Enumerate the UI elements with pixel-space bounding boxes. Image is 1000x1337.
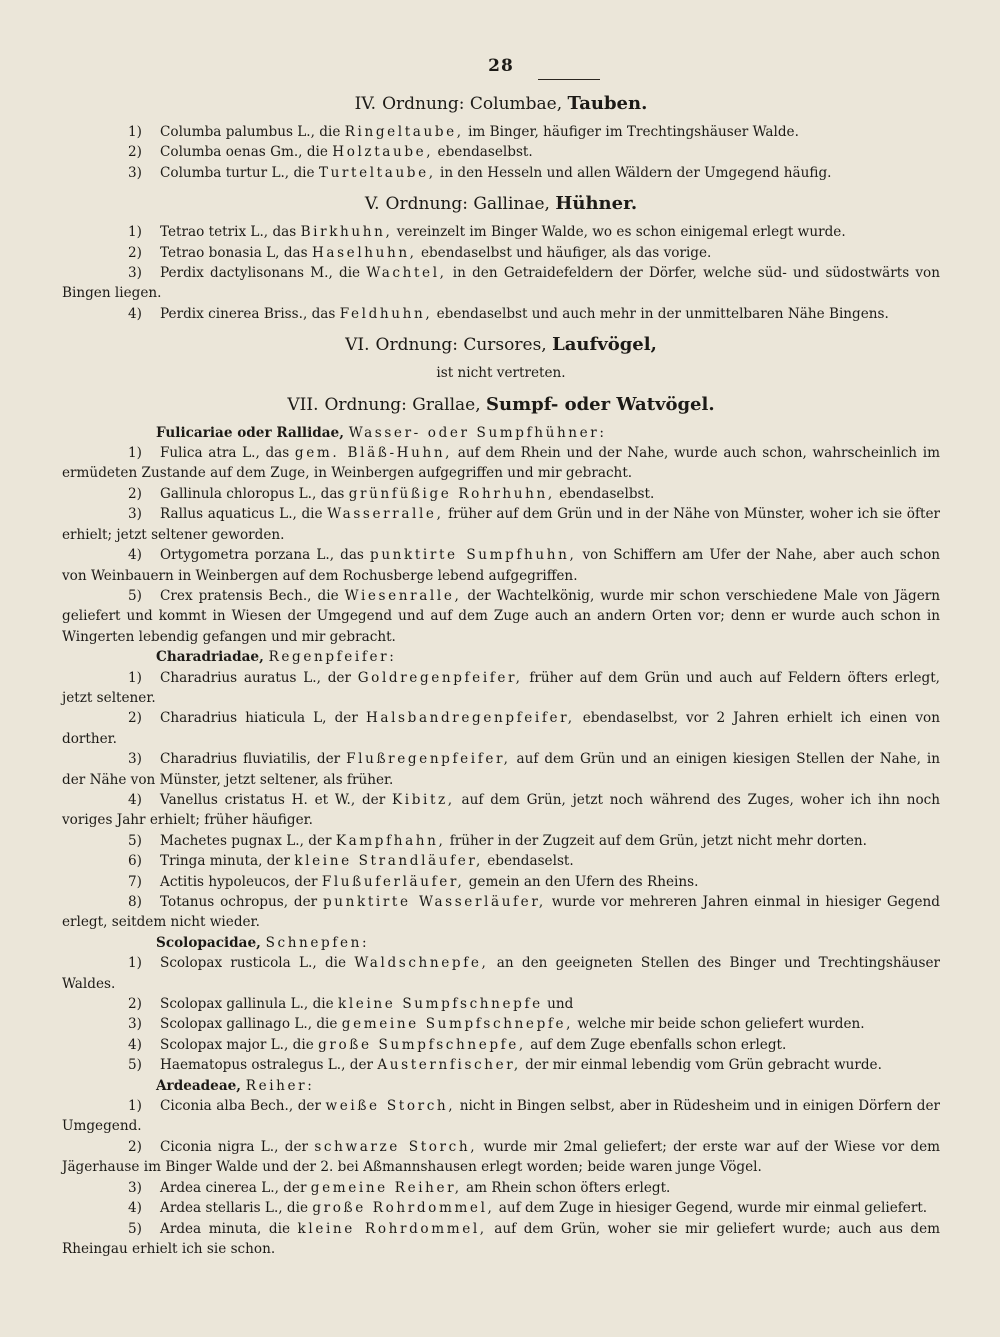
order-german: Sumpf- oder Watvögel. <box>486 393 715 415</box>
entry-number: 3) <box>128 1016 142 1033</box>
family-latin: Scolopacidae, <box>156 934 261 951</box>
species-entry <box>62 953 940 994</box>
page-content <box>62 56 940 1259</box>
family-german: Wasser- oder Sumpfhühner: <box>348 424 607 441</box>
latin-name: Columba palumbus L., <box>160 124 315 140</box>
species-entry <box>62 668 940 709</box>
species-entry <box>62 1219 940 1260</box>
entry-number: 1) <box>128 955 142 972</box>
species-entry <box>62 443 940 484</box>
german-name: Austernfischer, <box>377 1057 521 1074</box>
species-entry <box>62 122 940 142</box>
entry-description: nicht in Bingen selbst, aber in Rüdesheim und in einigen Dörfern der Umgegend. <box>62 1098 940 1135</box>
german-name: kleine Sumpfschnepfe <box>338 996 543 1013</box>
article: die <box>286 1200 309 1217</box>
article: der <box>334 710 358 727</box>
entry-number: 1) <box>128 124 142 140</box>
entry-number: 1) <box>128 669 142 686</box>
entry-number: 4) <box>128 791 142 808</box>
german-name: Halsbandregenpfeifer, <box>365 710 575 727</box>
entry-number: 2) <box>128 996 142 1013</box>
entry-description: in den Getraidefeldern der Dörfer, welche süd- und südostwärts von Bingen liegen. <box>62 265 941 302</box>
order-label: Ordnung: <box>375 335 458 356</box>
entry-description: am Rhein schon öfters erlegt. <box>466 1179 671 1196</box>
entry-number: 1) <box>128 224 142 241</box>
german-name: weiße Storch, <box>325 1098 456 1115</box>
species-entry <box>62 1096 940 1137</box>
species-entry <box>62 1198 940 1218</box>
species-entry <box>62 1137 940 1178</box>
german-name: Turteltaube, <box>318 164 436 181</box>
family-german: Schnepfen: <box>265 934 370 951</box>
order-label: Ordnung: <box>324 394 407 415</box>
latin-name: Ortygometra porzana L., <box>160 547 335 564</box>
article: der <box>297 1098 321 1115</box>
entry-number: 4) <box>128 1200 142 1217</box>
latin-name: Perdix dactylisonans M., <box>160 265 333 282</box>
family-latin: Ardeadeae, <box>156 1077 242 1094</box>
latin-name: Actitis hypoleucos, <box>160 873 290 890</box>
order-heading-order-vi <box>62 335 940 355</box>
species-entry <box>62 790 940 831</box>
article: der <box>349 1057 374 1074</box>
article: das <box>340 547 364 564</box>
order-german: Tauben. <box>567 93 648 114</box>
latin-name: Scolopax gallinago L., <box>160 1016 313 1033</box>
entry-number: 4) <box>128 1036 142 1053</box>
article: die <box>324 955 347 972</box>
article: das <box>311 305 336 322</box>
sections <box>62 94 940 1259</box>
german-name: Waldschnepfe, <box>354 955 489 972</box>
order-german: Laufvögel, <box>552 334 657 356</box>
entry-description: ebendaselbst und häufiger, als das vorige. <box>420 244 712 261</box>
latin-name: Perdix cinerea Briss., <box>160 305 308 322</box>
german-name: punktirte Sumpfhuhn, <box>370 547 577 564</box>
entry-number: 2) <box>128 244 142 261</box>
entry-description: von Schiffern am Ufer der Nahe, aber auch schon von Weinbauern in Weinbergen auf dem Rochusberge lebend aufgegriffen. <box>62 547 941 584</box>
article: die <box>319 124 341 140</box>
german-name: Kibitz, <box>392 791 455 808</box>
article: die <box>312 996 334 1013</box>
family-german: Regenpfeifer: <box>268 649 397 666</box>
article: der <box>308 832 332 849</box>
german-name: Wachtel, <box>366 265 447 282</box>
order-label: Ordnung: <box>382 94 465 114</box>
order-latin: Columbae, <box>469 94 563 114</box>
species-entry <box>62 545 940 586</box>
article: die <box>268 1220 290 1237</box>
article: der <box>266 853 291 870</box>
entry-number: 2) <box>128 1138 142 1155</box>
article: der <box>327 669 351 686</box>
entry-number: 5) <box>128 1057 142 1074</box>
german-name: Ringeltaube, <box>344 124 464 140</box>
latin-name: Charadrius fluviatilis, <box>160 751 311 768</box>
latin-name: Ciconia nigra L., <box>160 1138 279 1155</box>
species-entry <box>62 586 940 647</box>
german-name: Flußregenpfeifer, <box>346 751 511 768</box>
family-latin: Fulicariae oder Rallidae, <box>156 424 344 441</box>
article: die <box>317 587 339 604</box>
latin-name: Tetrao tetrix L., <box>160 224 269 241</box>
entry-number: 7) <box>128 873 142 890</box>
species-entry <box>62 851 940 871</box>
latin-name: Ardea minuta, <box>160 1220 262 1237</box>
latin-name: Haematopus ostralegus L., <box>160 1057 346 1074</box>
article: das <box>265 445 290 462</box>
article: die <box>301 506 323 523</box>
order-numeral: IV. <box>354 94 377 114</box>
latin-name: Tringa minuta, <box>160 853 263 870</box>
order-heading-order-vii <box>62 395 940 415</box>
latin-name: Ciconia alba Bech., <box>160 1098 294 1115</box>
latin-name: Crex pratensis Bech., <box>160 587 312 604</box>
family-heading <box>62 647 940 667</box>
species-entry <box>62 872 940 892</box>
latin-name: Machetes pugnax L., <box>160 832 304 849</box>
entry-description: auf dem Zuge ebenfalls schon erlegt. <box>530 1036 787 1053</box>
latin-name: Charadrius auratus L., <box>160 669 321 686</box>
article: die <box>292 1036 314 1053</box>
entry-description: auf dem Grün, jetzt noch während des Zuges, woher ich ihn noch voriges Jahr erhielt; früher häufiger. <box>62 791 940 829</box>
german-name: Flußuferläufer, <box>321 873 465 890</box>
article: der <box>316 751 341 768</box>
article: der <box>293 894 318 910</box>
species-entry <box>62 304 940 324</box>
entry-description: früher auf dem Grün und in der Nähe von Münster, woher ich sie öfter erhielt; jetzt seltener geworden. <box>62 506 940 543</box>
species-entry <box>62 484 940 504</box>
article: die <box>316 1016 338 1033</box>
entry-description: ebendaselbst. <box>437 144 533 161</box>
species-entry <box>62 263 940 304</box>
latin-name: Rallus aquaticus L., <box>160 506 297 523</box>
german-name: kleine Rohrdommel, <box>297 1220 487 1237</box>
order-heading-order-iv <box>62 94 940 114</box>
entry-number: 2) <box>128 710 142 727</box>
entry-description: an den geeigneten Stellen des Binger und Trechtingshäuser Waldes. <box>62 955 941 992</box>
entry-number: 2) <box>128 144 142 161</box>
entry-description: früher auf dem Grün und auch auf Feldern öfters erlegt, jetzt seltener. <box>62 669 941 706</box>
german-name: gem. Bläß-Huhn, <box>294 445 453 462</box>
species-entry <box>62 994 940 1014</box>
entry-description: ebendaselst. <box>487 853 574 870</box>
latin-name: Tetrao bonasia L, <box>160 244 280 261</box>
species-entry <box>62 708 940 749</box>
entry-description: gemein an den Ufern des Rheins. <box>468 873 699 890</box>
german-name: große Sumpfschnepfe, <box>318 1036 526 1053</box>
family-heading <box>62 1076 940 1096</box>
german-name: Feldhuhn, <box>339 305 433 322</box>
entry-number: 5) <box>128 832 142 849</box>
entry-number: 5) <box>128 587 142 604</box>
order-latin: Grallae, <box>412 394 481 415</box>
latin-name: Scolopax rusticola L., <box>160 955 317 972</box>
entry-number: 3) <box>128 265 142 282</box>
german-name: Wasserralle, <box>327 506 444 523</box>
german-name: Goldregenpfeifer, <box>357 669 523 686</box>
latin-name: Vanellus cristatus H. et W., <box>160 791 356 808</box>
article: die <box>306 144 328 161</box>
entry-description: der Wachtelkönig, wurde mir schon verschiedene Male von Jägern geliefert und kommt in Wiesen der Umgegend und auf dem Zuge auch an andern Orten vor; denn er wurde auch schon in Wingerten lebendig gefangen und mir gebracht. <box>62 587 940 645</box>
article: das <box>320 485 345 502</box>
latin-name: Scolopax gallinula L., <box>160 996 309 1013</box>
article: die <box>293 164 315 181</box>
order-numeral: V. <box>364 194 380 215</box>
entry-number: 4) <box>128 547 142 564</box>
german-name: gemeine Sumpfschnepfe, <box>341 1016 574 1033</box>
german-name: Kampfhahn, <box>335 832 446 849</box>
latin-name: Charadrius hiaticula L, <box>160 710 327 727</box>
article: der <box>361 791 386 808</box>
entry-number: 6) <box>128 853 142 870</box>
entry-description: der mir einmal lebendig vom Grün gebracht wurde. <box>525 1057 882 1074</box>
entry-description: früher in der Zugzeit auf dem Grün, jetzt nicht mehr dorten. <box>449 832 867 849</box>
entry-description: in den Hesseln und allen Wäldern der Umgegend häufig. <box>440 164 832 181</box>
species-entry <box>62 1014 940 1034</box>
article: der <box>284 1138 308 1155</box>
entry-number: 1) <box>128 1098 142 1115</box>
entry-description: auf dem Rhein und der Nahe, wurde auch schon, wahrscheinlich im ermüdeten Zustande auf dem Zuge, in Weinbergen aufgegriffen und mir gebracht. <box>62 445 940 482</box>
article: der <box>283 1179 307 1196</box>
species-entry <box>62 163 940 183</box>
entry-number: 3) <box>128 1179 142 1196</box>
family-german: Reiher: <box>245 1077 315 1094</box>
latin-name: Columba turtur L., <box>160 164 290 181</box>
page-number-rule <box>538 79 600 80</box>
latin-name: Ardea stellaris L., <box>160 1200 283 1217</box>
entry-number: 8) <box>128 894 142 910</box>
species-entry <box>62 831 940 851</box>
species-entry <box>62 504 940 545</box>
article: die <box>339 265 361 282</box>
article: das <box>283 244 308 261</box>
order-german: Hühner. <box>555 193 638 215</box>
species-entry <box>62 142 940 162</box>
entry-number: 1) <box>128 445 142 462</box>
german-name: Haselhuhn, <box>311 244 417 261</box>
article: das <box>272 224 297 241</box>
species-entry <box>62 222 940 242</box>
species-entry <box>62 892 940 933</box>
entry-number: 5) <box>128 1220 142 1237</box>
german-name: punktirte Wasserläufer, <box>322 894 546 910</box>
entry-number: 3) <box>128 506 142 523</box>
german-name: gemeine Reiher, <box>310 1179 462 1196</box>
article: der <box>294 873 318 890</box>
entry-description: ebendaselbst und auch mehr in der unmittelbaren Nähe Bingens. <box>436 305 889 322</box>
entry-description: ebendaselbst, vor 2 Jahren erhielt ich einen von dorther. <box>62 710 940 747</box>
order-label: Ordnung: <box>385 194 468 215</box>
species-entry <box>62 243 940 263</box>
order-note: ist nicht vertreten. <box>436 365 566 382</box>
order-latin: Cursores, <box>463 335 547 356</box>
species-entry <box>62 1035 940 1055</box>
latin-name: Columba oenas Gm., <box>160 144 303 161</box>
family-latin: Charadriadae, <box>156 649 264 666</box>
species-entry <box>62 1055 940 1075</box>
entry-number: 2) <box>128 485 142 502</box>
entry-number: 3) <box>128 751 142 768</box>
entry-description: im Binger, häufiger im Trechtingshäuser Walde. <box>468 124 799 140</box>
german-name: Wiesenralle, <box>344 587 462 604</box>
entry-description: und <box>547 996 574 1013</box>
entry-description: vereinzelt im Binger Walde, wo es schon einigemal erlegt wurde. <box>396 224 846 241</box>
german-name: grünfüßige Rohrhuhn, <box>348 485 555 502</box>
entry-number: 3) <box>128 164 142 181</box>
order-latin: Gallinae, <box>473 194 550 215</box>
family-heading <box>62 423 940 443</box>
latin-name: Gallinula chloropus L., <box>160 485 317 502</box>
latin-name: Ardea cinerea L., <box>160 1179 279 1196</box>
entry-description: welche mir beide schon geliefert wurden. <box>577 1016 865 1033</box>
order-heading-order-v <box>62 194 940 214</box>
german-name: kleine Strandläufer, <box>294 853 483 870</box>
entry-description: ebendaselbst. <box>559 485 655 502</box>
entry-description: auf dem Zuge in hiesiger Gegend, wurde mir einmal geliefert. <box>498 1200 928 1217</box>
entry-description: wurde vor mehreren Jahren einmal in hiesiger Gegend erlegt, seitdem nicht wieder. <box>62 894 940 931</box>
entry-description: auf dem Grün, woher sie mir geliefert wurde; auch aus dem Rheingau erhielt ich sie schon. <box>62 1220 941 1257</box>
species-entry <box>62 1178 940 1198</box>
german-name: große Rohrdommel, <box>312 1200 495 1217</box>
entry-description: auf dem Grün und an einigen kiesigen Stellen der Nahe, in der Nähe von Münster, jetzt seltener, als früher. <box>62 751 940 788</box>
german-name: Holztaube, <box>332 144 434 161</box>
species-entry <box>62 749 940 790</box>
family-heading <box>62 933 940 953</box>
german-name: Birkhuhn, <box>300 224 393 241</box>
latin-name: Scolopax major L., <box>160 1036 289 1053</box>
german-name: schwarze Storch, <box>314 1138 478 1155</box>
order-numeral: VI. <box>345 335 370 356</box>
order-numeral: VII. <box>287 394 319 415</box>
latin-name: Fulica atra L., <box>160 445 260 462</box>
entry-number: 4) <box>128 305 142 322</box>
latin-name: Totanus ochropus, <box>160 894 289 910</box>
page-number: 28 <box>488 56 514 76</box>
entry-description: wurde mir 2mal geliefert; der erste war auf der Wiese vor dem Jägerhause im Binger Walde und der 2. bei Aßmannshausen erlegt worden; beide waren junge Vögel. <box>62 1138 941 1176</box>
